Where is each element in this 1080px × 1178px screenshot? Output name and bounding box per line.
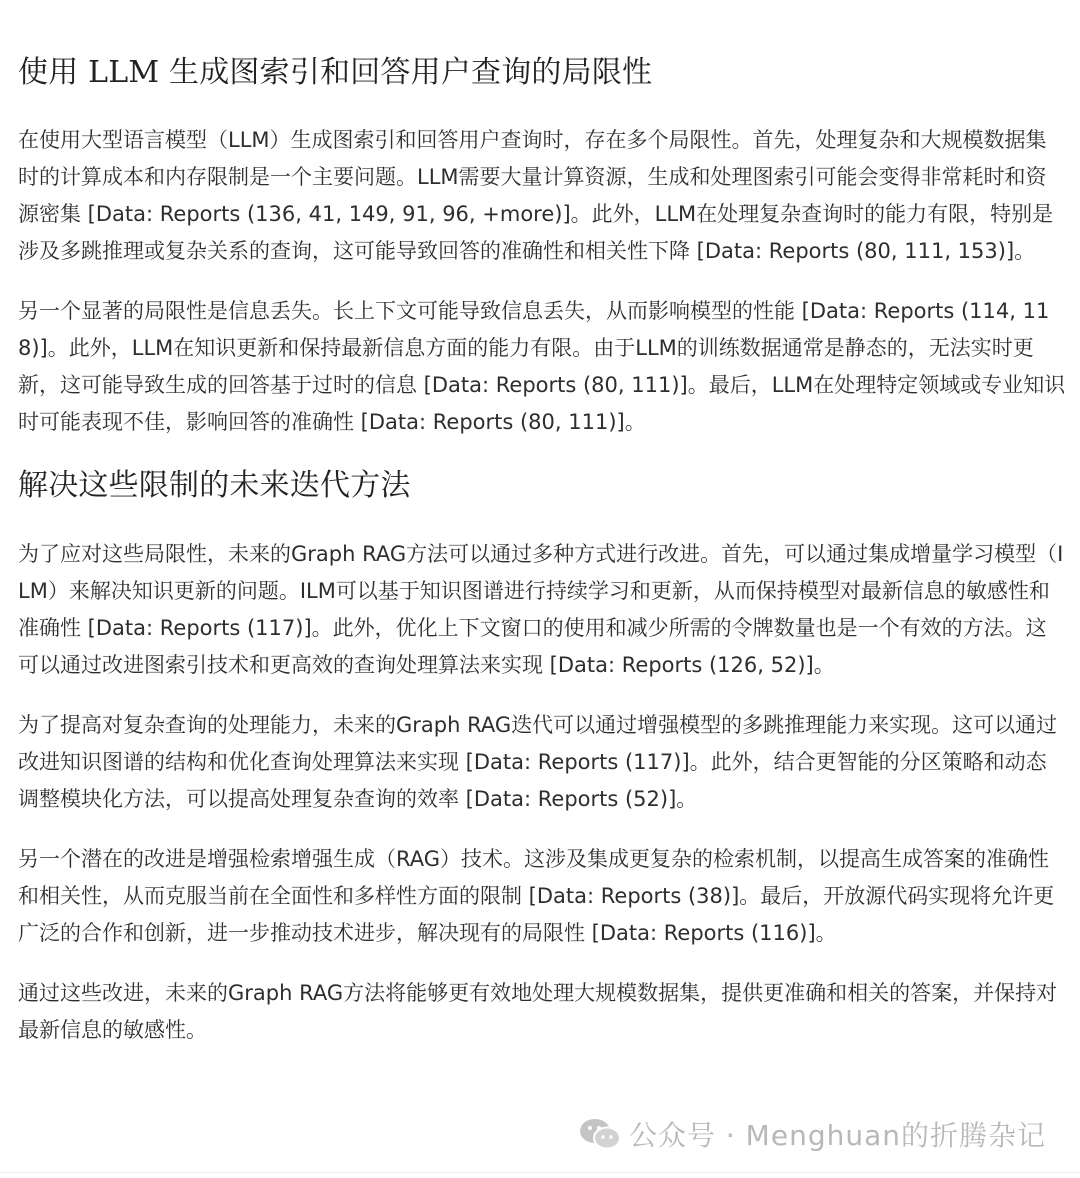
paragraph-future-2: 为了提高对复杂查询的处理能力，未来的Graph RAG迭代可以通过增强模型的多跳推理能力来实现。这可以通过改进知识图谱的结构和优化查询处理算法来实现 [Data: Reports (117)]。此外，结合更智能的分区策略和动态调整模块化方法，可以提高处理复杂查询的效率 [Data: Reports (52)]。	[18, 713, 1058, 811]
watermark	[579, 1114, 1046, 1154]
watermark-text: 公众号 · Menghuan的折腾杂记	[628, 1119, 1046, 1152]
paragraph-future-1: 为了应对这些局限性，未来的Graph RAG方法可以通过多种方式进行改进。首先，可以通过集成增量学习模型（ILM）来解决知识更新的问题。ILM可以基于知识图谱进行持续学习和更新，从而保持模型对最新信息的敏感性和准确性 [Data: Reports (117)]。此外，优化上下文窗口的使用和减少所需的令牌数量也是一个有效的方法。这可以通过改进图索引技术和更高效的查询处理算法来实现 [Data: Reports (126, 52)]。	[18, 542, 1064, 677]
section-heading-limitations: 使用 LLM 生成图索引和回答用户查询的局限性	[18, 55, 653, 90]
paragraph-limitations-1: 在使用大型语言模型（LLM）生成图索引和回答用户查询时，存在多个局限性。首先，处理复杂和大规模数据集时的计算成本和内存限制是一个主要问题。LLM需要大量计算资源，生成和处理图索引可能会变得非常耗时和资源密集 [Data: Reports (136, 41, 149, 91, 96, +more)]。此外，LLM在处理复杂查询时的能力有限，特别是涉及多跳推理或复杂关系的查询，这可能导致回答的准确性和相关性下降 [Data: Reports (80, 111, 153)]。	[18, 128, 1054, 263]
paragraph-future-3: 另一个潜在的改进是增强检索增强生成（RAG）技术。这涉及集成更复杂的检索机制，以提高生成答案的准确性和相关性，从而克服当前在全面性和多样性方面的限制 [Data: Reports (38)]。最后，开放源代码实现将允许更广泛的合作和创新，进一步推动技术进步，解决现有的局限性 [Data: Reports (116)]。	[18, 847, 1055, 945]
bottom-divider	[0, 1172, 1080, 1173]
paragraph-future-4: 通过这些改进，未来的Graph RAG方法将能够更有效地处理大规模数据集，提供更准确和相关的答案，并保持对最新信息的敏感性。	[18, 981, 1058, 1042]
section-heading-future-methods: 解决这些限制的未来迭代方法	[18, 468, 411, 503]
wechat-icon	[579, 1117, 621, 1151]
paragraph-limitations-2: 另一个显著的局限性是信息丢失。长上下文可能导致信息丢失，从而影响模型的性能 [Data: Reports (114, 118)]。此外，LLM在知识更新和保持最新信息方面的能力有限。由于LLM的训练数据通常是静态的，无法实时更新，这可能导致生成的回答基于过时的信息 [Data: Reports (80, 111)]。最后，LLM在处理特定领域或专业知识时可能表现不佳，影响回答的准确性 [Data: Reports (80, 111)]。	[18, 299, 1066, 434]
article	[18, 0, 1066, 1072]
